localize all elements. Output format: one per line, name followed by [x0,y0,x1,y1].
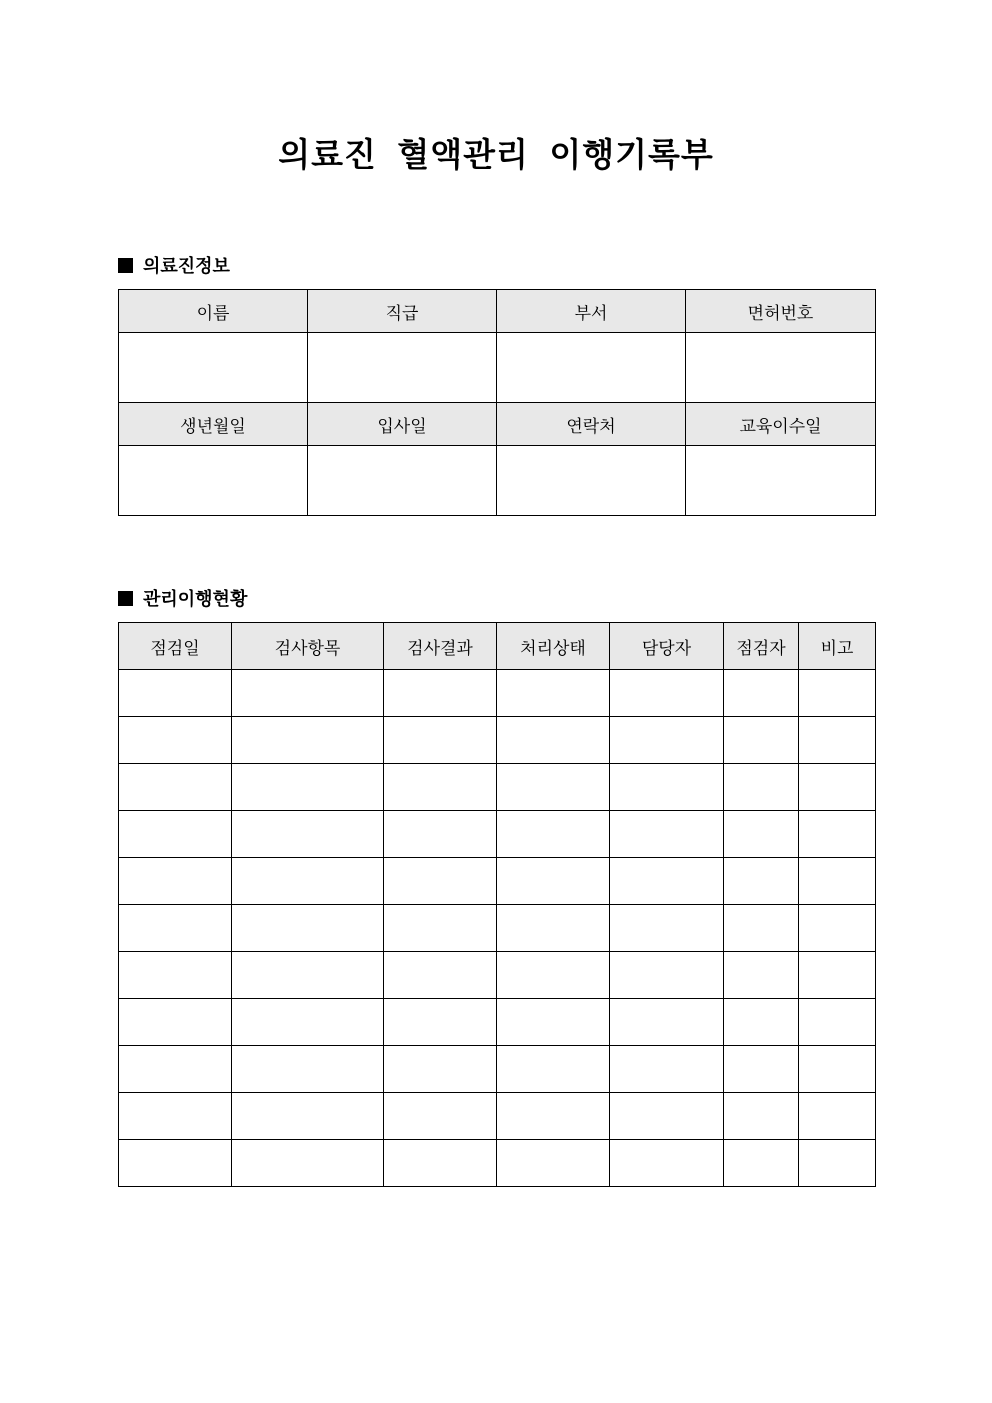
table-row [119,1093,876,1140]
table-cell[interactable] [497,905,610,952]
table-header-row [119,403,876,446]
table-cell[interactable] [497,952,610,999]
table-row [119,446,876,516]
table-cell[interactable] [610,999,724,1046]
table-cell[interactable] [119,764,232,811]
input-cell-contact[interactable] [497,446,686,516]
table-cell[interactable] [724,952,799,999]
table-cell[interactable] [384,670,497,717]
table-cell[interactable] [610,1140,724,1187]
table-cell[interactable] [610,811,724,858]
table-cell[interactable] [724,811,799,858]
square-bullet-icon [118,258,133,273]
table-cell[interactable] [119,952,232,999]
input-cell-rank[interactable] [308,333,497,403]
table-cell[interactable] [384,1046,497,1093]
table-cell[interactable] [384,905,497,952]
table-cell[interactable] [119,1140,232,1187]
table-cell[interactable] [610,1046,724,1093]
staff-info-table [118,289,876,516]
input-cell-birth-date[interactable] [119,446,308,516]
table-cell[interactable] [384,811,497,858]
header-cell-test-result: 검사결과 [384,623,497,670]
table-cell[interactable] [724,1093,799,1140]
table-cell[interactable] [232,858,384,905]
header-cell-department: 부서 [497,290,686,333]
table-cell[interactable] [610,952,724,999]
table-cell[interactable] [232,717,384,764]
table-header-row [119,623,876,670]
table-cell[interactable] [384,1093,497,1140]
table-cell[interactable] [232,670,384,717]
header-cell-remarks: 비고 [799,623,876,670]
table-cell[interactable] [610,1093,724,1140]
table-cell[interactable] [497,764,610,811]
table-cell[interactable] [384,717,497,764]
header-cell-processing-status: 처리상태 [497,623,610,670]
table-cell[interactable] [799,1093,876,1140]
table-cell[interactable] [799,952,876,999]
table-cell[interactable] [384,858,497,905]
header-cell-inspector: 점검자 [724,623,799,670]
table-cell[interactable] [724,905,799,952]
page-title: 의료진 혈액관리 이행기록부 [278,135,714,174]
table-cell[interactable] [610,670,724,717]
table-cell[interactable] [799,1140,876,1187]
table-cell[interactable] [497,717,610,764]
table-cell[interactable] [724,670,799,717]
header-cell-rank: 직급 [308,290,497,333]
table-cell[interactable] [232,1093,384,1140]
table-cell[interactable] [724,764,799,811]
table-cell[interactable] [799,1046,876,1093]
table-cell[interactable] [119,717,232,764]
table-cell[interactable] [232,811,384,858]
table-cell[interactable] [610,764,724,811]
table-cell[interactable] [384,952,497,999]
table-row [119,1046,876,1093]
table-cell[interactable] [497,1093,610,1140]
table-cell[interactable] [497,1046,610,1093]
input-cell-name[interactable] [119,333,308,403]
section-heading-label: 의료진정보 [143,256,230,277]
table-row [119,858,876,905]
header-cell-hire-date: 입사일 [308,403,497,446]
table-cell[interactable] [232,999,384,1046]
table-cell[interactable] [384,1140,497,1187]
table-cell[interactable] [799,999,876,1046]
table-row [119,717,876,764]
table-cell[interactable] [119,858,232,905]
table-cell[interactable] [724,717,799,764]
table-cell[interactable] [119,670,232,717]
table-cell[interactable] [232,764,384,811]
table-cell[interactable] [799,670,876,717]
table-cell[interactable] [497,670,610,717]
header-cell-license-number: 면허번호 [686,290,876,333]
input-cell-training-date[interactable] [686,446,876,516]
table-cell[interactable] [799,811,876,858]
table-cell[interactable] [799,717,876,764]
header-cell-birth-date: 생년월일 [119,403,308,446]
table-cell[interactable] [232,905,384,952]
table-cell[interactable] [610,905,724,952]
table-cell[interactable] [724,1046,799,1093]
header-cell-training-date: 교육이수일 [686,403,876,446]
table-cell[interactable] [724,1140,799,1187]
section-heading-staff-info [118,252,230,278]
table-cell[interactable] [119,811,232,858]
table-cell[interactable] [384,764,497,811]
table-header-row [119,290,876,333]
table-row [119,952,876,999]
table-row [119,764,876,811]
table-cell[interactable] [232,1140,384,1187]
table-cell[interactable] [610,858,724,905]
header-cell-contact: 연락처 [497,403,686,446]
table-cell[interactable] [384,999,497,1046]
compliance-log-table [118,622,876,1187]
table-cell[interactable] [497,1140,610,1187]
table-cell[interactable] [724,999,799,1046]
table-row [119,1140,876,1187]
table-cell[interactable] [232,1046,384,1093]
table-cell[interactable] [497,999,610,1046]
header-cell-test-item: 검사항목 [232,623,384,670]
table-cell[interactable] [799,858,876,905]
table-cell[interactable] [724,858,799,905]
table-row [119,811,876,858]
header-cell-name: 이름 [119,290,308,333]
table-cell[interactable] [119,1046,232,1093]
table-cell[interactable] [232,952,384,999]
table-cell[interactable] [497,811,610,858]
input-cell-hire-date[interactable] [308,446,497,516]
table-cell[interactable] [610,717,724,764]
section-heading-compliance-log [118,585,247,611]
table-cell[interactable] [799,905,876,952]
input-cell-license-number[interactable] [686,333,876,403]
table-row [119,999,876,1046]
header-cell-inspection-date: 점검일 [119,623,232,670]
table-cell[interactable] [497,858,610,905]
table-cell[interactable] [799,764,876,811]
header-cell-person-in-charge: 담당자 [610,623,724,670]
square-bullet-icon [118,591,133,606]
section-heading-label: 관리이행현황 [143,589,248,610]
table-row [119,905,876,952]
table-cell[interactable] [119,999,232,1046]
table-row [119,670,876,717]
input-cell-department[interactable] [497,333,686,403]
table-row [119,333,876,403]
table-cell[interactable] [119,1093,232,1140]
table-cell[interactable] [119,905,232,952]
